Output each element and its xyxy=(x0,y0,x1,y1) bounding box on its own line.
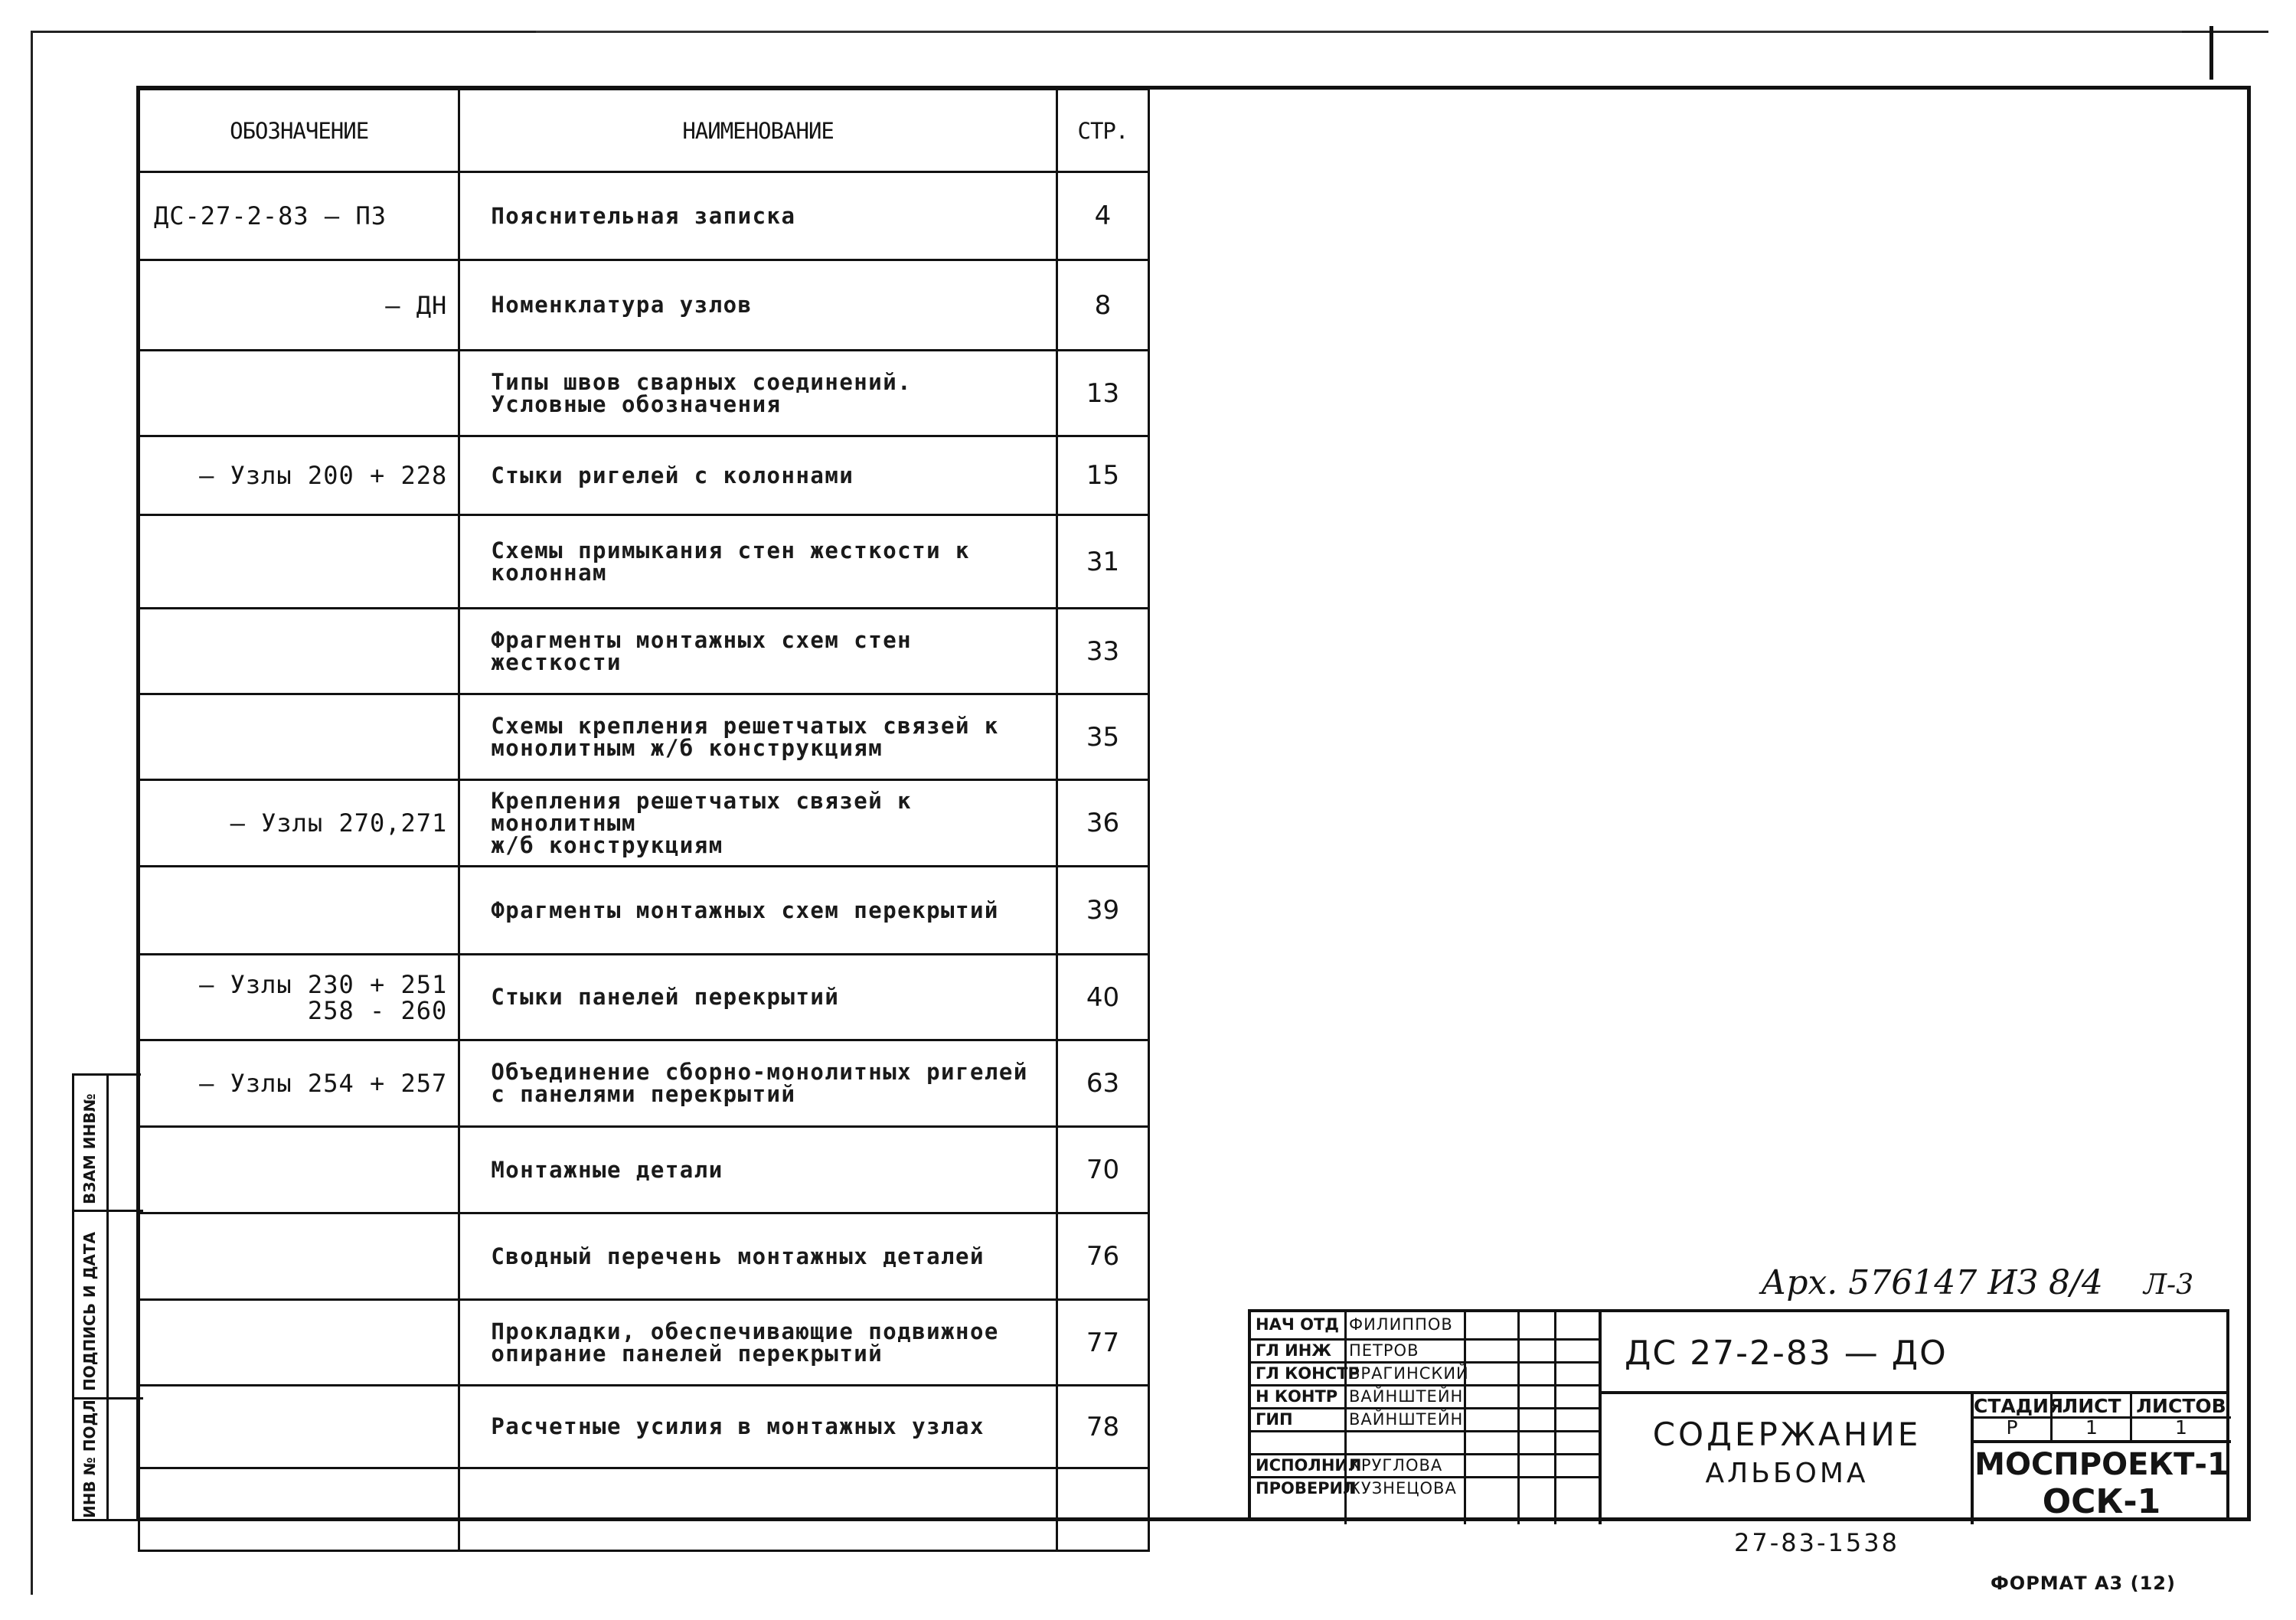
signature-role: ГЛ ИНЖ xyxy=(1256,1341,1331,1360)
designation-cell xyxy=(139,260,459,351)
name-cell xyxy=(459,1386,1057,1468)
name-text-2: Условные обозначения xyxy=(491,390,782,417)
signature-role: ГИП xyxy=(1256,1410,1293,1429)
name-text: Объединение сборно-монолитных ригелей xyxy=(491,1059,1028,1085)
designation-cell xyxy=(139,1127,459,1213)
organization-unit: ОСК-1 xyxy=(2042,1482,2161,1521)
table-row xyxy=(139,515,1149,609)
name-text: Схемы крепления решетчатых связей к xyxy=(491,712,999,739)
header-designation: ОБОЗНАЧЕНИЕ xyxy=(139,90,459,172)
name-text: Типы швов сварных соединений. xyxy=(491,368,913,395)
title-block xyxy=(1248,1309,2229,1521)
designation-cell xyxy=(139,1040,459,1127)
table-row xyxy=(139,1386,1149,1468)
name-text: Номенклатура узлов xyxy=(491,292,753,318)
designation-cell xyxy=(139,436,459,515)
document-code: ДС 27-2-83 — ДО xyxy=(1625,1334,1948,1373)
page-cell: 35 xyxy=(1057,694,1148,780)
signature-name: ВАЙНШТЕЙН xyxy=(1349,1387,1464,1406)
designation-cell xyxy=(139,1300,459,1386)
name-text-2: колоннам xyxy=(491,559,607,586)
name-cell xyxy=(459,436,1057,515)
designation-text-2: 258 - 260 xyxy=(307,995,448,1025)
page-cell: 70 xyxy=(1057,1127,1148,1213)
designation-cell xyxy=(139,867,459,955)
table-header-row xyxy=(139,90,1149,172)
name-text-2: опирание панелей перекрытий xyxy=(491,1340,883,1367)
page-cell: 39 xyxy=(1057,867,1148,955)
table-row xyxy=(139,1468,1149,1551)
stage-value: Р xyxy=(2006,1416,2018,1439)
name-cell xyxy=(459,955,1057,1040)
name-cell xyxy=(459,1040,1057,1127)
header-name: НАИМЕНОВАНИЕ xyxy=(459,90,1057,172)
page-cell xyxy=(1057,1468,1148,1551)
top-border-line xyxy=(536,31,2182,33)
name-text: Фрагменты монтажных схем перекрытий xyxy=(491,897,999,923)
table-row xyxy=(139,1127,1149,1213)
page-cell: 78 xyxy=(1057,1386,1148,1468)
sheet-mark: Л-3 xyxy=(2144,1269,2194,1301)
signature-role: Н КОНТР xyxy=(1256,1387,1338,1406)
table-row xyxy=(139,1213,1149,1300)
signature-row-divider xyxy=(1251,1361,1599,1364)
table-row xyxy=(139,955,1149,1040)
name-cell xyxy=(459,260,1057,351)
name-cell xyxy=(459,1127,1057,1213)
designation-cell xyxy=(139,609,459,694)
contents-table xyxy=(138,88,1150,1552)
table-row xyxy=(139,1040,1149,1127)
sheet-label: ЛИСТ xyxy=(2062,1395,2121,1417)
name-text: Прокладки, обеспечивающие подвижное xyxy=(491,1318,999,1344)
designation-text: — Узлы 254 + 257 xyxy=(199,1069,448,1098)
signature-role: ИСПОЛНИЛ xyxy=(1256,1456,1362,1475)
page-cell: 63 xyxy=(1057,1040,1148,1127)
name-cell xyxy=(459,1468,1057,1551)
stamp-label-signature: ПОДПИСЬ И ДАТА xyxy=(80,1231,99,1391)
header-page: СТР. xyxy=(1057,90,1148,172)
table-row xyxy=(139,867,1149,955)
table-row xyxy=(139,694,1149,780)
name-text: Крепления решетчатых связей к монолитным xyxy=(491,787,913,836)
page-cell: 36 xyxy=(1057,780,1148,867)
name-text-2: монолитным ж/б конструкциям xyxy=(491,734,883,761)
page-cell: 33 xyxy=(1057,609,1148,694)
signature-name: ПЕТРОВ xyxy=(1349,1341,1419,1360)
stamp-label-inventory: ИНВ № ПОДЛ xyxy=(80,1400,99,1518)
signature-row-divider xyxy=(1251,1407,1599,1409)
table-row xyxy=(139,172,1149,260)
table-row xyxy=(139,780,1149,867)
title-line-2: АЛЬБОМА xyxy=(1705,1458,1869,1489)
format-label: ФОРМАТ А3 (12) xyxy=(1991,1573,2176,1594)
name-cell xyxy=(459,515,1057,609)
name-cell xyxy=(459,1300,1057,1386)
organization-name: МОСПРОЕКТ-1 xyxy=(1974,1447,2229,1482)
signature-name: КРУГЛОВА xyxy=(1349,1456,1443,1475)
name-cell xyxy=(459,351,1057,436)
name-cell xyxy=(459,780,1057,867)
archive-note: Арх. 576147 ИЗ 8/4 xyxy=(1761,1263,2103,1302)
designation-text: — Узлы 270,271 xyxy=(230,808,448,838)
designation-cell xyxy=(139,780,459,867)
name-cell xyxy=(459,172,1057,260)
sheets-value: 1 xyxy=(2175,1416,2187,1439)
page-cell: 15 xyxy=(1057,436,1148,515)
name-text-2: ж/б конструкциям xyxy=(491,831,723,858)
designation-cell xyxy=(139,694,459,780)
designation-cell xyxy=(139,1468,459,1551)
table-row xyxy=(139,436,1149,515)
name-cell xyxy=(459,867,1057,955)
signature-role: ГЛ КОНСТР xyxy=(1256,1364,1360,1383)
sheet-value: 1 xyxy=(2085,1416,2098,1439)
table-body xyxy=(139,172,1149,1551)
signature-name: БРАГИНСКИЙ xyxy=(1349,1364,1469,1383)
table-row xyxy=(139,609,1149,694)
signatures-grid xyxy=(1251,1312,1602,1524)
sheets-label: ЛИСТОВ xyxy=(2136,1395,2226,1417)
left-margin-stamp xyxy=(72,1073,141,1521)
title-line-1: СОДЕРЖАНИЕ xyxy=(1652,1416,1922,1453)
designation-cell xyxy=(139,172,459,260)
table-row xyxy=(139,351,1149,436)
corner-mark xyxy=(2209,26,2213,80)
signature-row-divider xyxy=(1251,1476,1599,1478)
signature-row-divider xyxy=(1251,1338,1599,1341)
page-cell: 40 xyxy=(1057,955,1148,1040)
designation-text: — Узлы 200 + 228 xyxy=(199,461,448,490)
page-cell: 31 xyxy=(1057,515,1148,609)
name-text: Стыки ригелей с колоннами xyxy=(491,462,854,488)
name-text: Пояснительная записка xyxy=(491,202,796,229)
signature-name: ВАЙНШТЕЙН xyxy=(1349,1410,1464,1429)
designation-text: — ДН xyxy=(385,290,448,320)
page-cell: 76 xyxy=(1057,1213,1148,1300)
signature-role: ПРОВЕРИЛ xyxy=(1256,1479,1357,1498)
signature-name: КУЗНЕЦОВА xyxy=(1349,1479,1457,1498)
designation-cell xyxy=(139,1213,459,1300)
name-text: Стыки панелей перекрытий xyxy=(491,984,840,1010)
name-text: Монтажные детали xyxy=(491,1156,723,1183)
name-text: Расчетные усилия в монтажных узлах xyxy=(491,1413,985,1439)
name-text: Сводный перечень монтажных деталей xyxy=(491,1243,985,1269)
name-text: Схемы примыкания стен жесткости к xyxy=(491,537,970,563)
name-cell xyxy=(459,1213,1057,1300)
designation-cell xyxy=(139,1386,459,1468)
name-text-2: с панелями перекрытий xyxy=(491,1081,796,1107)
stamp-divider xyxy=(74,1210,143,1212)
order-number: 27-83-1538 xyxy=(1734,1528,1899,1557)
signature-row-divider xyxy=(1251,1430,1599,1432)
signature-name: ФИЛИППОВ xyxy=(1349,1315,1453,1334)
name-cell xyxy=(459,694,1057,780)
designation-text: — Узлы 230 + 251 xyxy=(199,969,448,999)
page-cell: 8 xyxy=(1057,260,1148,351)
designation-cell xyxy=(139,515,459,609)
table-row xyxy=(139,1300,1149,1386)
stage-label: СТАДИЯ xyxy=(1974,1395,2064,1417)
name-text: Фрагменты монтажных схем стен жесткости xyxy=(491,626,913,675)
page-cell: 77 xyxy=(1057,1300,1148,1386)
page-cell: 13 xyxy=(1057,351,1148,436)
signature-row-divider xyxy=(1251,1453,1599,1455)
stamp-label-replacement: ВЗАМ ИНВ№ xyxy=(80,1093,99,1204)
designation-text: ДС-27-2-83 — ПЗ xyxy=(154,201,387,230)
page-cell: 4 xyxy=(1057,172,1148,260)
designation-cell xyxy=(139,351,459,436)
signature-row-divider xyxy=(1251,1384,1599,1386)
signature-role: НАЧ ОТД xyxy=(1256,1315,1339,1334)
table-row xyxy=(139,260,1149,351)
name-cell xyxy=(459,609,1057,694)
designation-cell xyxy=(139,955,459,1040)
